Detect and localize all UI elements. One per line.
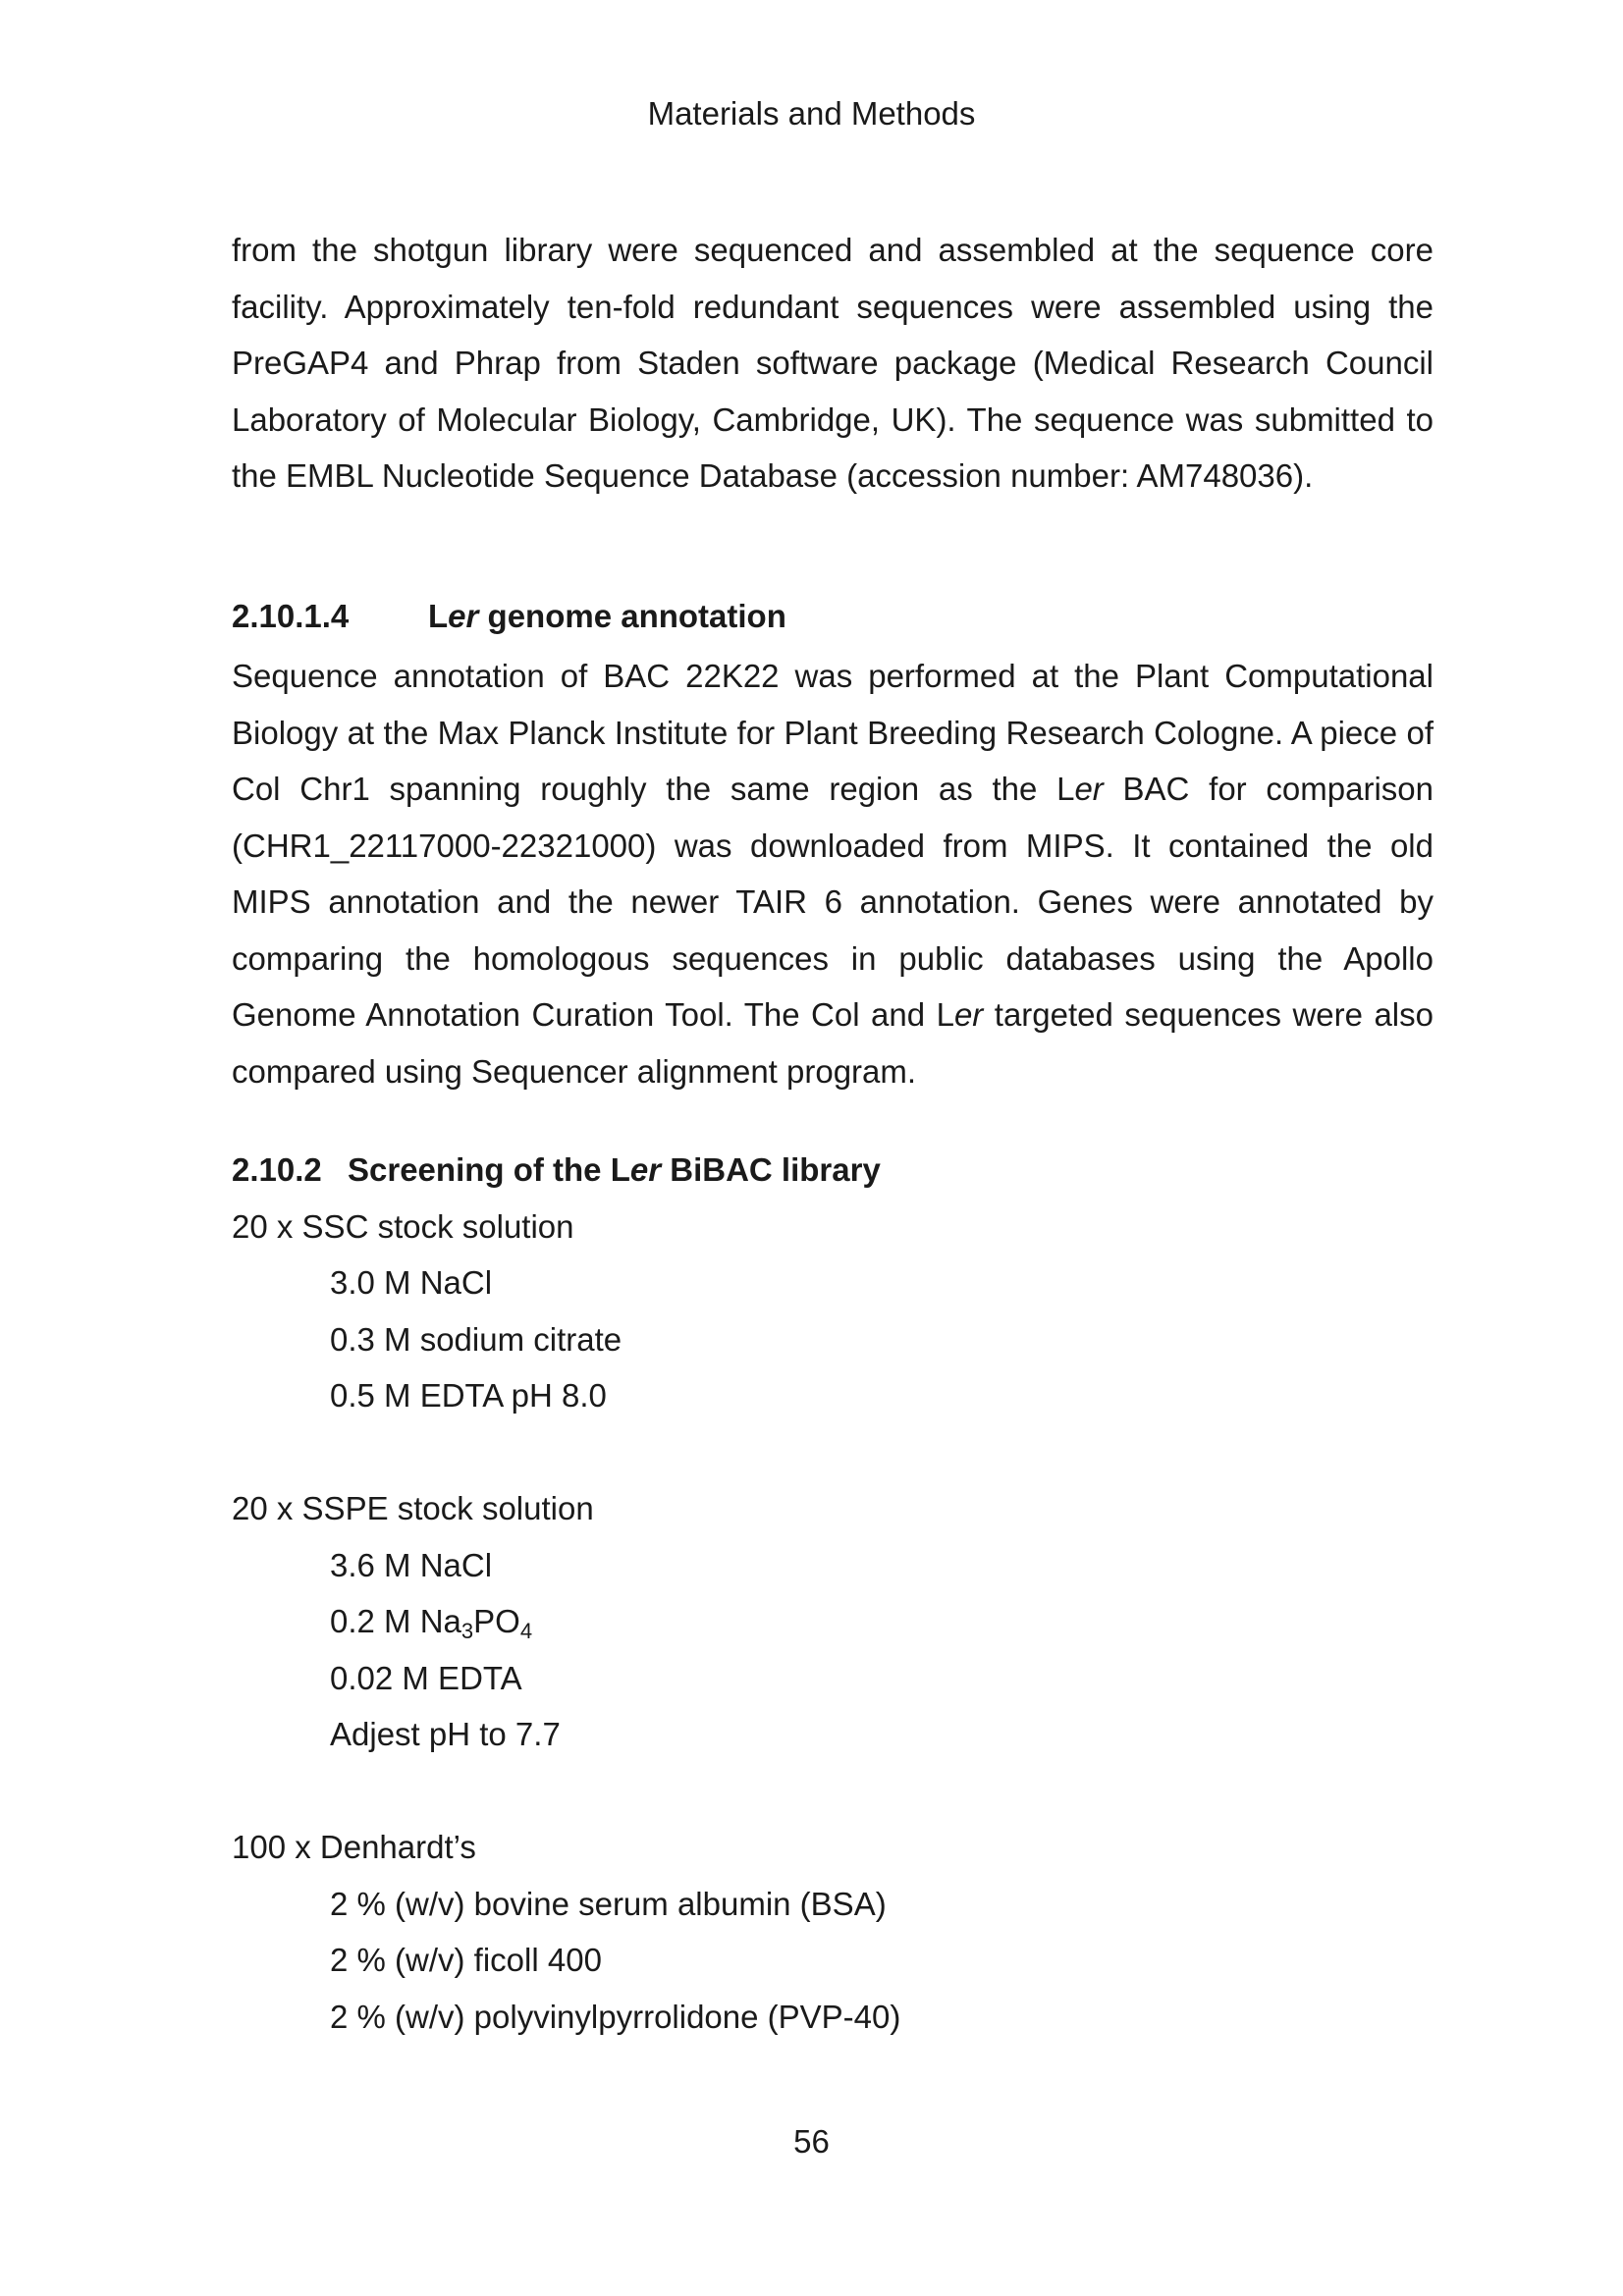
annotation-text-part1: Sequence annotation of BAC 22K22 was performed at the Plant Computational Biology at the Max Planck Institute for Plant Breeding Research Cologne. A piece of Col Chr1 spanning roughly the same region as the L bbox=[232, 658, 1434, 807]
page-number: 56 bbox=[793, 2123, 830, 2160]
spacer bbox=[232, 1424, 1434, 1481]
annotation-paragraph bbox=[232, 648, 1434, 1099]
section-title-rest: BiBAC library bbox=[661, 1151, 881, 1188]
annotation-text-part2: BAC for comparison (CHR1_22117000-22321000) was downloaded from MIPS. It contained the old MIPS annotation and the newer TAIR 6 annotation. Genes were annotated by comparing the homologous sequences in public databases using the Apollo Genome Annotation Curation Tool. The Col and L bbox=[232, 771, 1434, 1033]
recipe-item: 0.3 M sodium citrate bbox=[330, 1320, 622, 1358]
section-number: 2.10.1.4 bbox=[232, 597, 350, 634]
intro-paragraph: from the shotgun library were sequenced and assembled at the sequence core facility. Approximately ten-fold redundant sequences were assembled using the PreGAP4 and Phrap from Staden software package (Medical Research Council Laboratory of Molecular Biology, Cambridge, UK). The sequence was submitted to the EMBL Nucleotide Sequence Database (accession number: AM748036). bbox=[232, 232, 1434, 494]
formula-part: 0.2 M Na bbox=[330, 1603, 461, 1639]
formula-subscript: 4 bbox=[519, 1619, 533, 1643]
section-number: 2.10.2 bbox=[232, 1151, 322, 1188]
recipe-title: 100 x Denhardt’s bbox=[232, 1829, 476, 1865]
recipe-item: 3.0 M NaCl bbox=[330, 1264, 493, 1301]
recipe-item: 2 % (w/v) bovine serum albumin (BSA) bbox=[330, 1885, 887, 1922]
recipe-item: 0.02 M EDTA bbox=[330, 1659, 522, 1696]
recipe-item: 3.6 M NaCl bbox=[330, 1546, 493, 1583]
recipe-title: 20 x SSPE stock solution bbox=[232, 1490, 594, 1526]
section-title-italic: er bbox=[629, 1151, 662, 1188]
sspe-recipe bbox=[232, 1480, 1434, 1763]
running-header: Materials and Methods bbox=[647, 95, 976, 132]
annotation-text-part3: targeted sequences were also compared using Sequencer alignment program. bbox=[232, 996, 1434, 1090]
recipe-item: 2 % (w/v) ficoll 400 bbox=[330, 1942, 602, 1978]
recipe-item: 0.5 M EDTA pH 8.0 bbox=[330, 1377, 607, 1414]
section-title-prefix: Screening of the L bbox=[348, 1151, 630, 1188]
section-title-rest: genome annotation bbox=[478, 597, 786, 634]
section-heading-2-10-1-4 bbox=[232, 588, 1434, 645]
recipe-item: 2 % (w/v) polyvinylpyrrolidone (PVP-40) bbox=[330, 1998, 901, 2035]
formula-part: PO bbox=[473, 1603, 520, 1639]
recipe-title: 20 x SSC stock solution bbox=[232, 1207, 574, 1245]
section-heading-2-10-2 bbox=[232, 1142, 1434, 1199]
recipe-item: Adjest pH to 7.7 bbox=[330, 1716, 561, 1752]
section-title-italic: er bbox=[448, 597, 479, 634]
annotation-italic-1: er bbox=[1074, 771, 1104, 807]
section-title-prefix: L bbox=[428, 597, 449, 634]
spacer bbox=[232, 1763, 1434, 1820]
formula-subscript: 3 bbox=[460, 1619, 474, 1643]
ssc-recipe bbox=[232, 1199, 1434, 1424]
page-content bbox=[232, 222, 1434, 2045]
denhardt-recipe bbox=[232, 1819, 1434, 2045]
recipe-item bbox=[232, 1593, 1434, 1650]
annotation-italic-2: er bbox=[953, 996, 984, 1033]
